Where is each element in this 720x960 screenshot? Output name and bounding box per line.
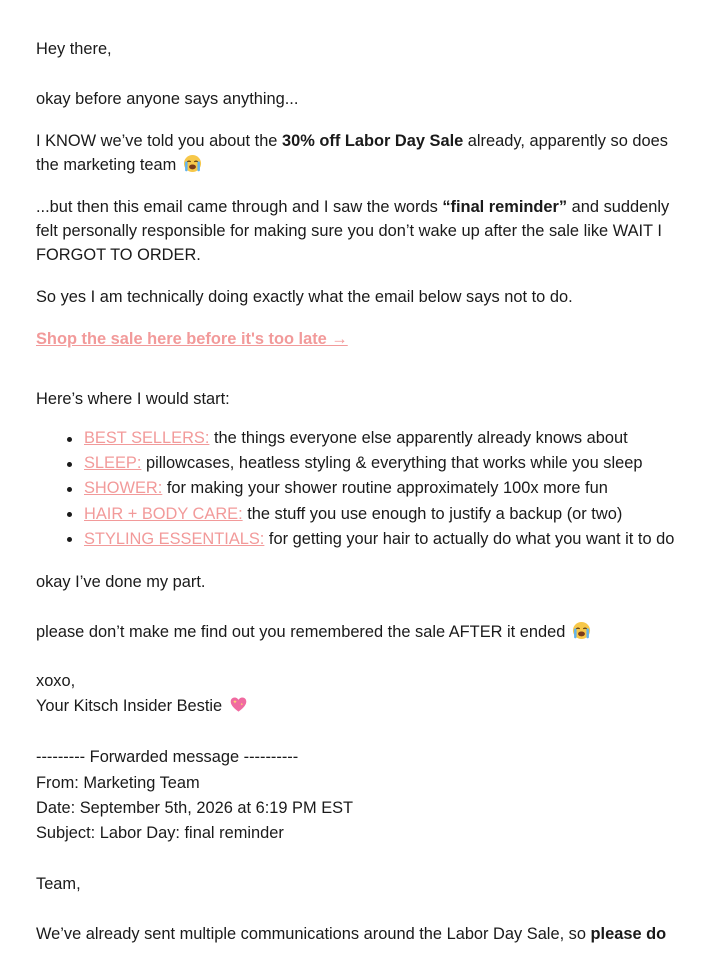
sale-highlight: 30% off Labor Day Sale [281, 132, 464, 150]
sale-paragraph [36, 129, 684, 177]
list-item-text: the stuff you use enough to justify a backup (or two) [242, 504, 623, 523]
sale-text-before: I KNOW we’ve told you about the [36, 132, 282, 150]
sleep-link[interactable]: SLEEP: [84, 454, 142, 473]
list-item-text: for getting your hair to actually do what you want it to do [264, 529, 675, 548]
list-item [84, 426, 684, 451]
plea-paragraph [36, 620, 684, 644]
reminder-highlight: “final reminder” [442, 198, 568, 216]
shop-sale-link[interactable]: Shop the sale here before it's too late → [36, 330, 348, 348]
forwarded-header [36, 745, 684, 846]
signature-block [36, 669, 684, 719]
greeting: Hey there, [36, 40, 112, 58]
forwarded-from: From: Marketing Team [36, 773, 200, 792]
reminder-text-after: and suddenly felt personally responsible for making sure you don’t wake up after the sale like WAIT I FORGOT TO ORDER. [36, 198, 670, 264]
reminder-text-before: ...but then this email came through and I saw the words [36, 198, 443, 216]
hair-body-care-link[interactable]: HAIR + BODY CARE: [84, 504, 243, 523]
forwarded-subject: Subject: Labor Day: final reminder [36, 824, 284, 843]
list-item [84, 527, 684, 552]
list-item-text: the things everyone else apparently already knows about [209, 429, 628, 447]
team-greeting: Team, [36, 875, 81, 894]
forwarded-date: Date: September 5th, 2026 at 6:19 PM EST [36, 798, 354, 817]
sale-text-after: already, apparently so does the marketing team [36, 132, 668, 174]
loudly-crying-face-icon [183, 154, 202, 173]
signoff: xoxo, [36, 672, 76, 691]
intro-text: okay before anyone says anything... [36, 90, 299, 108]
forwarded-body-text [36, 922, 684, 946]
forwarded-body-start: We’ve already sent multiple communications around the Labor Day Sale, so [36, 925, 591, 944]
list-item-text: for making your shower routine approximately 100x more fun [162, 479, 608, 498]
styling-essentials-link[interactable]: STYLING ESSENTIALS: [84, 529, 265, 548]
list-item [84, 451, 684, 476]
plea-text: please don’t make me find out you remembered the sale AFTER it ended [36, 622, 566, 641]
category-list [36, 426, 684, 552]
list-item [84, 502, 684, 527]
list-item [84, 476, 684, 501]
forwarded-body-bold: please do [590, 925, 667, 944]
sparkling-heart-icon [229, 695, 248, 714]
forwarded-divider: --------- Forwarded message ---------- [36, 748, 299, 767]
shower-link[interactable]: SHOWER: [84, 479, 163, 498]
list-item-text: pillowcases, heatless styling & everything that works while you sleep [141, 454, 643, 473]
loudly-crying-face-icon [572, 621, 591, 640]
start-text: Here’s where I would start: [36, 390, 230, 408]
signature: Your Kitsch Insider Bestie [36, 697, 223, 716]
reminder-paragraph [36, 195, 684, 267]
signature-line [36, 694, 684, 719]
confession-text: So yes I am technically doing exactly what the email below says not to do. [36, 288, 573, 306]
done-text: okay I’ve done my part. [36, 573, 206, 592]
best-sellers-link[interactable]: BEST SELLERS: [84, 429, 210, 447]
